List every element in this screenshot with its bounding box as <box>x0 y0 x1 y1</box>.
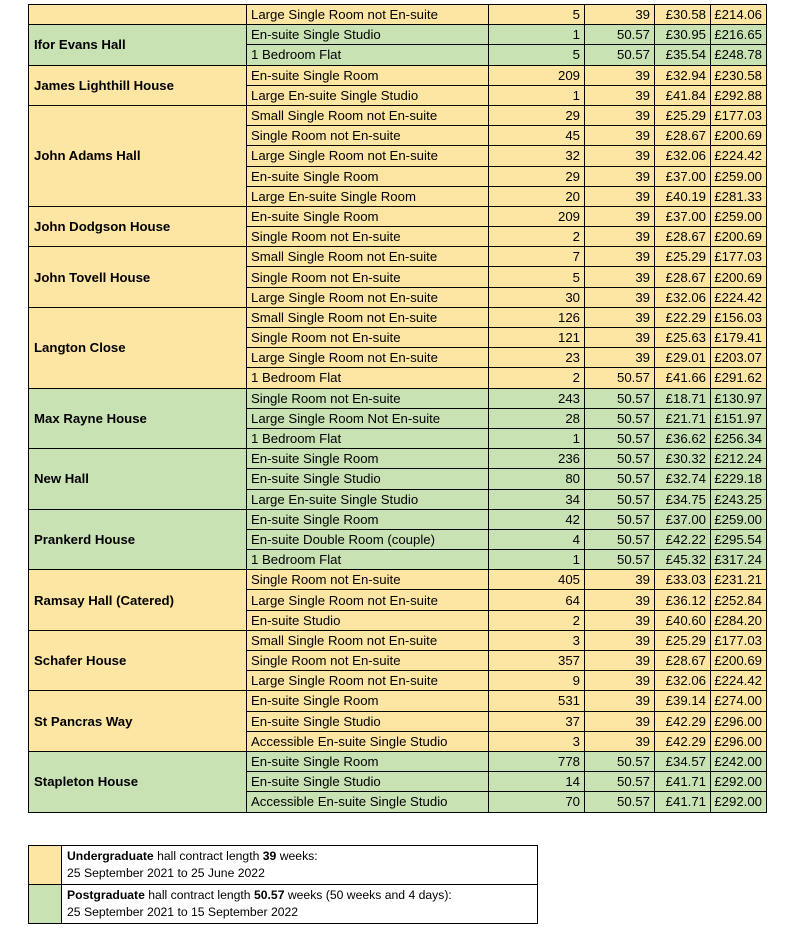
room-count-cell: 209 <box>489 65 585 85</box>
contract-weeks-cell: 39 <box>585 186 655 206</box>
table-row <box>29 25 767 45</box>
weekly-rate-cell: £296.00 <box>711 711 767 731</box>
hall-name-cell: Max Rayne House <box>29 388 247 449</box>
room-type-cell: En-suite Studio <box>247 610 489 630</box>
weekly-rate-cell: £200.69 <box>711 126 767 146</box>
weekly-rate-cell: £216.65 <box>711 25 767 45</box>
room-type-cell: Large Single Room not En-suite <box>247 590 489 610</box>
room-count-cell: 4 <box>489 529 585 549</box>
room-type-cell: En-suite Single Room <box>247 166 489 186</box>
contract-weeks-cell: 50.57 <box>585 772 655 792</box>
table-row <box>29 5 767 25</box>
nightly-rate-cell: £42.29 <box>655 731 711 751</box>
nightly-rate-cell: £32.94 <box>655 65 711 85</box>
contract-weeks-cell: 50.57 <box>585 489 655 509</box>
room-count-cell: 34 <box>489 489 585 509</box>
contract-weeks-cell: 39 <box>585 570 655 590</box>
nightly-rate-cell: £29.01 <box>655 348 711 368</box>
contract-weeks-cell: 39 <box>585 206 655 226</box>
weekly-rate-cell: £200.69 <box>711 267 767 287</box>
nightly-rate-cell: £34.57 <box>655 751 711 771</box>
contract-weeks-cell: 50.57 <box>585 388 655 408</box>
contract-weeks-cell: 50.57 <box>585 45 655 65</box>
room-count-cell: 80 <box>489 469 585 489</box>
nightly-rate-cell: £40.60 <box>655 610 711 630</box>
legend-row-undergraduate <box>29 846 538 885</box>
weekly-rate-cell: £291.62 <box>711 368 767 388</box>
undergraduate-color-swatch <box>29 846 62 885</box>
nightly-rate-cell: £32.06 <box>655 671 711 691</box>
contract-weeks-cell: 50.57 <box>585 408 655 428</box>
nightly-rate-cell: £25.29 <box>655 247 711 267</box>
room-count-cell: 3 <box>489 630 585 650</box>
room-count-cell: 2 <box>489 227 585 247</box>
room-count-cell: 243 <box>489 388 585 408</box>
contract-weeks-cell: 39 <box>585 691 655 711</box>
weekly-rate-cell: £295.54 <box>711 529 767 549</box>
weekly-rate-cell: £252.84 <box>711 590 767 610</box>
weekly-rate-cell: £177.03 <box>711 630 767 650</box>
weekly-rate-cell: £156.03 <box>711 307 767 327</box>
weekly-rate-cell: £284.20 <box>711 610 767 630</box>
room-type-cell: 1 Bedroom Flat <box>247 550 489 570</box>
nightly-rate-cell: £45.32 <box>655 550 711 570</box>
contract-weeks-cell: 50.57 <box>585 751 655 771</box>
nightly-rate-cell: £32.74 <box>655 469 711 489</box>
room-count-cell: 778 <box>489 751 585 771</box>
contract-weeks-cell: 39 <box>585 630 655 650</box>
accommodation-rent-table <box>28 4 767 813</box>
room-type-cell: Large Single Room not En-suite <box>247 146 489 166</box>
room-count-cell: 1 <box>489 85 585 105</box>
hall-name-cell: John Tovell House <box>29 247 247 308</box>
room-count-cell: 357 <box>489 651 585 671</box>
contract-weeks-cell: 39 <box>585 65 655 85</box>
weekly-rate-cell: £256.34 <box>711 428 767 448</box>
weekly-rate-cell: £177.03 <box>711 105 767 125</box>
weekly-rate-cell: £243.25 <box>711 489 767 509</box>
room-type-cell: Large En-suite Single Room <box>247 186 489 206</box>
nightly-rate-cell: £30.32 <box>655 449 711 469</box>
nightly-rate-cell: £28.67 <box>655 267 711 287</box>
hall-name-cell: Ifor Evans Hall <box>29 25 247 65</box>
room-type-cell: En-suite Single Room <box>247 509 489 529</box>
room-type-cell: Single Room not En-suite <box>247 126 489 146</box>
room-type-cell: En-suite Single Room <box>247 751 489 771</box>
contract-weeks-cell: 50.57 <box>585 509 655 529</box>
nightly-rate-cell: £42.29 <box>655 711 711 731</box>
room-count-cell: 14 <box>489 772 585 792</box>
room-type-cell: Large Single Room not En-suite <box>247 287 489 307</box>
hall-name-cell: John Adams Hall <box>29 105 247 206</box>
nightly-rate-cell: £30.58 <box>655 5 711 25</box>
room-count-cell: 32 <box>489 146 585 166</box>
weekly-rate-cell: £296.00 <box>711 731 767 751</box>
room-count-cell: 531 <box>489 691 585 711</box>
contract-weeks-cell: 39 <box>585 267 655 287</box>
weekly-rate-cell: £200.69 <box>711 651 767 671</box>
room-type-cell: En-suite Single Studio <box>247 772 489 792</box>
hall-name-cell: St Pancras Way <box>29 691 247 752</box>
nightly-rate-cell: £42.22 <box>655 529 711 549</box>
hall-name-cell: Stapleton House <box>29 751 247 812</box>
table-row <box>29 65 767 85</box>
room-type-cell: Small Single Room not En-suite <box>247 307 489 327</box>
room-type-cell: Accessible En-suite Single Studio <box>247 792 489 812</box>
room-count-cell: 2 <box>489 610 585 630</box>
contract-weeks-cell: 39 <box>585 146 655 166</box>
nightly-rate-cell: £37.00 <box>655 166 711 186</box>
table-row <box>29 388 767 408</box>
room-type-cell: Accessible En-suite Single Studio <box>247 731 489 751</box>
weekly-rate-cell: £281.33 <box>711 186 767 206</box>
room-type-cell: Single Room not En-suite <box>247 328 489 348</box>
weekly-rate-cell: £242.00 <box>711 751 767 771</box>
room-type-cell: En-suite Single Room <box>247 691 489 711</box>
table-row <box>29 509 767 529</box>
room-count-cell: 30 <box>489 287 585 307</box>
room-type-cell: Small Single Room not En-suite <box>247 630 489 650</box>
room-type-cell: Large Single Room not En-suite <box>247 5 489 25</box>
room-type-cell: Large Single Room Not En-suite <box>247 408 489 428</box>
hall-name-cell: James Lighthill House <box>29 65 247 105</box>
room-type-cell: Large En-suite Single Studio <box>247 489 489 509</box>
contract-length-legend <box>28 845 538 924</box>
room-count-cell: 1 <box>489 550 585 570</box>
hall-name-cell: Prankerd House <box>29 509 247 570</box>
nightly-rate-cell: £30.95 <box>655 25 711 45</box>
table-row <box>29 570 767 590</box>
contract-weeks-cell: 50.57 <box>585 529 655 549</box>
weekly-rate-cell: £292.88 <box>711 85 767 105</box>
room-type-cell: Small Single Room not En-suite <box>247 247 489 267</box>
contract-weeks-cell: 50.57 <box>585 550 655 570</box>
room-type-cell: Single Room not En-suite <box>247 388 489 408</box>
room-count-cell: 126 <box>489 307 585 327</box>
contract-weeks-cell: 39 <box>585 671 655 691</box>
weekly-rate-cell: £292.00 <box>711 792 767 812</box>
room-type-cell: Large Single Room not En-suite <box>247 348 489 368</box>
room-count-cell: 9 <box>489 671 585 691</box>
nightly-rate-cell: £37.00 <box>655 206 711 226</box>
room-type-cell: En-suite Single Room <box>247 65 489 85</box>
room-type-cell: En-suite Double Room (couple) <box>247 529 489 549</box>
contract-weeks-cell: 39 <box>585 85 655 105</box>
weekly-rate-cell: £317.24 <box>711 550 767 570</box>
contract-weeks-cell: 39 <box>585 287 655 307</box>
weekly-rate-cell: £203.07 <box>711 348 767 368</box>
contract-weeks-cell: 39 <box>585 166 655 186</box>
contract-weeks-cell: 39 <box>585 105 655 125</box>
room-type-cell: En-suite Single Room <box>247 206 489 226</box>
contract-weeks-cell: 39 <box>585 731 655 751</box>
nightly-rate-cell: £41.71 <box>655 772 711 792</box>
room-type-cell: Single Room not En-suite <box>247 227 489 247</box>
room-count-cell: 3 <box>489 731 585 751</box>
hall-name-cell: John Dodgson House <box>29 206 247 246</box>
room-type-cell: 1 Bedroom Flat <box>247 428 489 448</box>
table-row <box>29 449 767 469</box>
nightly-rate-cell: £41.84 <box>655 85 711 105</box>
contract-weeks-cell: 50.57 <box>585 449 655 469</box>
room-count-cell: 23 <box>489 348 585 368</box>
hall-name-cell: Ramsay Hall (Catered) <box>29 570 247 631</box>
contract-weeks-cell: 39 <box>585 348 655 368</box>
room-type-cell: Single Room not En-suite <box>247 651 489 671</box>
weekly-rate-cell: £212.24 <box>711 449 767 469</box>
weekly-rate-cell: £179.41 <box>711 328 767 348</box>
table-row <box>29 247 767 267</box>
nightly-rate-cell: £28.67 <box>655 126 711 146</box>
nightly-rate-cell: £25.29 <box>655 630 711 650</box>
nightly-rate-cell: £41.71 <box>655 792 711 812</box>
table-row <box>29 105 767 125</box>
weekly-rate-cell: £130.97 <box>711 388 767 408</box>
room-type-cell: En-suite Single Studio <box>247 469 489 489</box>
contract-weeks-cell: 50.57 <box>585 428 655 448</box>
contract-weeks-cell: 39 <box>585 5 655 25</box>
weekly-rate-cell: £224.42 <box>711 287 767 307</box>
nightly-rate-cell: £36.62 <box>655 428 711 448</box>
room-count-cell: 7 <box>489 247 585 267</box>
contract-weeks-cell: 39 <box>585 247 655 267</box>
room-count-cell: 37 <box>489 711 585 731</box>
room-type-cell: 1 Bedroom Flat <box>247 368 489 388</box>
room-type-cell: En-suite Single Room <box>247 449 489 469</box>
nightly-rate-cell: £25.63 <box>655 328 711 348</box>
room-count-cell: 121 <box>489 328 585 348</box>
contract-weeks-cell: 39 <box>585 610 655 630</box>
room-count-cell: 2 <box>489 368 585 388</box>
contract-weeks-cell: 50.57 <box>585 25 655 45</box>
nightly-rate-cell: £28.67 <box>655 227 711 247</box>
weekly-rate-cell: £200.69 <box>711 227 767 247</box>
nightly-rate-cell: £25.29 <box>655 105 711 125</box>
nightly-rate-cell: £36.12 <box>655 590 711 610</box>
room-count-cell: 5 <box>489 5 585 25</box>
room-count-cell: 1 <box>489 25 585 45</box>
hall-name-cell <box>29 5 247 25</box>
nightly-rate-cell: £35.54 <box>655 45 711 65</box>
weekly-rate-cell: £214.06 <box>711 5 767 25</box>
room-count-cell: 28 <box>489 408 585 428</box>
nightly-rate-cell: £34.75 <box>655 489 711 509</box>
weekly-rate-cell: £274.00 <box>711 691 767 711</box>
room-count-cell: 209 <box>489 206 585 226</box>
table-row <box>29 206 767 226</box>
room-count-cell: 5 <box>489 267 585 287</box>
contract-weeks-cell: 39 <box>585 651 655 671</box>
room-type-cell: 1 Bedroom Flat <box>247 45 489 65</box>
nightly-rate-cell: £40.19 <box>655 186 711 206</box>
room-count-cell: 20 <box>489 186 585 206</box>
weekly-rate-cell: £231.21 <box>711 570 767 590</box>
table-row <box>29 751 767 771</box>
room-count-cell: 45 <box>489 126 585 146</box>
legend-text-postgraduate: Postgraduate hall contract length 50.57 weeks (50 weeks and 4 days): 25 September 2021 to 15 September 2022 <box>62 885 538 924</box>
room-count-cell: 1 <box>489 428 585 448</box>
weekly-rate-cell: £259.00 <box>711 509 767 529</box>
legend-text-undergraduate: Undergraduate hall contract length 39 weeks: 25 September 2021 to 25 June 2022 <box>62 846 538 885</box>
room-type-cell: Single Room not En-suite <box>247 570 489 590</box>
nightly-rate-cell: £28.67 <box>655 651 711 671</box>
weekly-rate-cell: £229.18 <box>711 469 767 489</box>
room-type-cell: Single Room not En-suite <box>247 267 489 287</box>
postgraduate-color-swatch <box>29 885 62 924</box>
nightly-rate-cell: £22.29 <box>655 307 711 327</box>
nightly-rate-cell: £33.03 <box>655 570 711 590</box>
room-count-cell: 5 <box>489 45 585 65</box>
room-count-cell: 405 <box>489 570 585 590</box>
contract-weeks-cell: 39 <box>585 328 655 348</box>
contract-weeks-cell: 39 <box>585 590 655 610</box>
table-row <box>29 630 767 650</box>
weekly-rate-cell: £230.58 <box>711 65 767 85</box>
table-row <box>29 307 767 327</box>
contract-weeks-cell: 39 <box>585 711 655 731</box>
room-type-cell: Small Single Room not En-suite <box>247 105 489 125</box>
weekly-rate-cell: £177.03 <box>711 247 767 267</box>
room-count-cell: 29 <box>489 105 585 125</box>
weekly-rate-cell: £224.42 <box>711 146 767 166</box>
room-type-cell: En-suite Single Studio <box>247 25 489 45</box>
contract-weeks-cell: 39 <box>585 227 655 247</box>
contract-weeks-cell: 50.57 <box>585 792 655 812</box>
nightly-rate-cell: £32.06 <box>655 287 711 307</box>
room-type-cell: Large Single Room not En-suite <box>247 671 489 691</box>
contract-weeks-cell: 39 <box>585 307 655 327</box>
nightly-rate-cell: £41.66 <box>655 368 711 388</box>
weekly-rate-cell: £248.78 <box>711 45 767 65</box>
table-row <box>29 691 767 711</box>
contract-weeks-cell: 39 <box>585 126 655 146</box>
room-count-cell: 64 <box>489 590 585 610</box>
room-count-cell: 42 <box>489 509 585 529</box>
nightly-rate-cell: £37.00 <box>655 509 711 529</box>
weekly-rate-cell: £224.42 <box>711 671 767 691</box>
room-type-cell: Large En-suite Single Studio <box>247 85 489 105</box>
weekly-rate-cell: £259.00 <box>711 206 767 226</box>
hall-name-cell: Langton Close <box>29 307 247 388</box>
hall-name-cell: New Hall <box>29 449 247 510</box>
contract-weeks-cell: 50.57 <box>585 469 655 489</box>
weekly-rate-cell: £151.97 <box>711 408 767 428</box>
room-count-cell: 70 <box>489 792 585 812</box>
contract-weeks-cell: 50.57 <box>585 368 655 388</box>
hall-name-cell: Schafer House <box>29 630 247 691</box>
room-count-cell: 236 <box>489 449 585 469</box>
nightly-rate-cell: £21.71 <box>655 408 711 428</box>
nightly-rate-cell: £39.14 <box>655 691 711 711</box>
legend-row-postgraduate <box>29 885 538 924</box>
nightly-rate-cell: £18.71 <box>655 388 711 408</box>
nightly-rate-cell: £32.06 <box>655 146 711 166</box>
room-count-cell: 29 <box>489 166 585 186</box>
weekly-rate-cell: £259.00 <box>711 166 767 186</box>
room-type-cell: En-suite Single Studio <box>247 711 489 731</box>
weekly-rate-cell: £292.00 <box>711 772 767 792</box>
